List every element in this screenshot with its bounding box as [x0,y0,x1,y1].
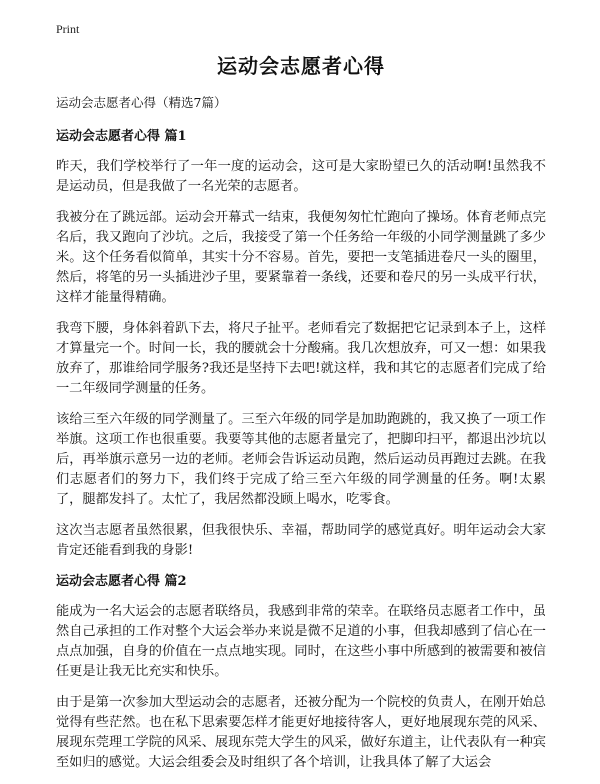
print-link[interactable]: Print [56,22,80,36]
section-1 [56,127,546,561]
paragraph: 该给三至六年级的同学测量了。三至六年级的同学是加助跑跳的，我又换了一项工作举旗。这项工作也很重要。我要等其他的志愿者量完了，把脚印扫平，都退出沙坑以后，再举旗示意另一边的老师。老师会告诉运动员跑，然后运动员再跑过去跳。在我们志愿者们的努力下，我们终于完成了给三至六年级的同学测量的任务。啊!太累了，腿都发抖了。太忙了，我居然都没顾上喝水，吃零食。 [56,412,546,507]
paragraph: 这次当志愿者虽然很累，但我很快乐、幸福，帮助同学的感觉真好。明年运动会大家肯定还能看到我的身影! [56,523,546,558]
paragraph: 由于是第一次参加大型运动会的志愿者，还被分配为一个院校的负责人，在刚开始总觉得有些茫然。也在私下思索要怎样才能更好地接待客人，更好地展现东莞的风采、展现东莞理工学院的风采、展现东莞大学生的风采，做好东道主，让代表队有一种宾至如归的感觉。大运会组委会及时组织了各个培训，让我具体了解了大运会 [56,695,546,770]
paragraph: 我弯下腰，身体斜着趴下去，将尺子扯平。老师看完了数据把它记录到本子上，这样才算量完一个。时间一长，我的腰就会十分酸痛。我几次想放弃，可又一想：如果我放弃了，那谁给同学服务?我还是坚持下去吧!就这样，我和其它的志愿者们完成了给一二年级同学测量的任务。 [56,321,546,396]
section-heading: 运动会志愿者心得 篇2 [56,574,187,589]
section-2 [56,572,546,773]
document [56,50,546,784]
section-heading: 运动会志愿者心得 篇1 [56,129,187,144]
page-title: 运动会志愿者心得 [217,54,385,78]
paragraph: 昨天，我们学校举行了一年一度的运动会，这可是大家盼望已久的活动啊!虽然我不是运动员，但是我做了一名光荣的志愿者。 [56,159,546,194]
document-subtitle: 运动会志愿者心得（精选7篇） [56,95,227,110]
paragraph: 能成为一名大运会的志愿者联络员，我感到非常的荣幸。在联络员志愿者工作中，虽然自己承担的工作对整个大运会举办来说是微不足道的小事，但我却感到了信心在一点点加强，自身的价值在一点点地实现。同时，在这些小事中所感到的被需要和被信任更是让我无比充实和快乐。 [56,604,546,679]
paragraph: 我被分在了跳远部。运动会开幕式一结束，我便匆匆忙忙跑向了操场。体育老师点完名后，我又跑向了沙坑。之后，我接受了第一个任务给一年级的小同学测量跳了多少米。这个任务看似简单，其实十分不容易。首先，要把一支笔插进卷尺一头的圈里，然后，将笔的另一头插进沙子里，要紧靠着一条线，还要和卷尺的另一头成平行状，这样才能量得精确。 [56,210,546,305]
